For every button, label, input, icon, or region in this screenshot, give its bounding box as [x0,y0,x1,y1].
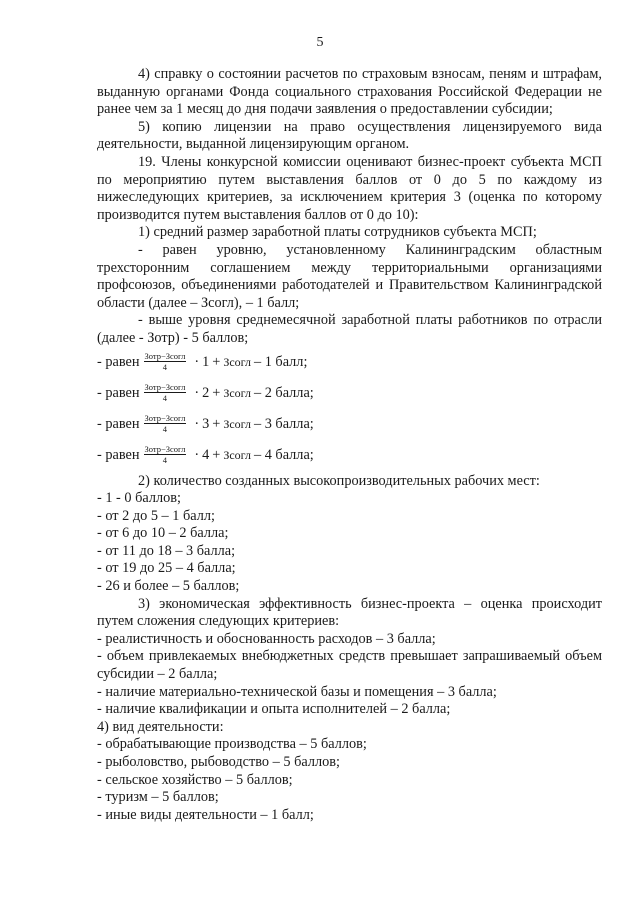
fraction-numerator: Зотр−Зсогл [144,443,186,454]
list-item: - наличие квалификации и опыта исполнителей – 2 балла; [97,701,451,718]
fraction-denominator: 4 [162,423,168,434]
page-number: 5 [316,35,324,50]
formula-z-sogl: Зсогл [223,417,251,432]
multiply-sign: · [194,416,200,433]
list-item: - от 11 до 18 – 3 балла; [97,542,236,559]
formula-coefficient: 1 [202,354,210,371]
formula-prefix: - равен [97,385,140,402]
paragraph-item-4: 4) справку о состоянии расчетов по страховым взносам, пеням и штрафам, выданную органами Фонда социального страхования Российской Федерации не ранее чем за 1 месяц до дня подачи заявления о предоставлении субсидии; [97,66,602,118]
formula-prefix: - равен [97,416,140,433]
formula-z-sogl: Зсогл [223,448,251,463]
criterion-3-title: 3) экономическая эффективность бизнес-проекта – оценка происходит путем сложения следующих критериев: [97,595,602,630]
criterion-4-title: 4) вид деятельности: [97,718,224,735]
formula-coefficient: 3 [202,416,210,433]
list-item: - наличие материально-технической базы и помещения – 3 балла; [97,683,497,700]
multiply-sign: · [194,385,200,402]
multiply-sign: · [194,354,200,371]
formula-result: – 1 балл; [253,354,308,371]
criterion-2-title: 2) количество созданных высокопроизводительных рабочих мест: [138,472,540,489]
fraction-denominator: 4 [162,454,168,465]
list-item: - обрабатывающие производства – 5 баллов; [97,736,367,753]
formula-row [97,348,602,379]
list-item: - от 19 до 25 – 4 балла; [97,560,236,577]
list-item: - иные виды деятельности – 1 балл; [97,806,314,823]
formula-z-sogl: Зсогл [223,355,251,370]
fraction-numerator: Зотр−Зсогл [144,350,186,361]
list-item: - туризм – 5 баллов; [97,789,219,806]
list-item: - 1 - 0 баллов; [97,490,182,507]
list-item: - от 2 до 5 – 1 балл; [97,507,215,524]
list-item: - от 6 до 10 – 2 балла; [97,525,229,542]
plus-sign: + [212,354,221,371]
criterion-1-title: 1) средний размер заработной платы сотрудников субъекта МСП; [138,224,537,241]
fraction-denominator: 4 [162,361,168,372]
formula-row [97,410,602,441]
formula-row [97,379,602,410]
paragraph-item-5: 5) копию лицензии на право осуществления лицензируемого вида деятельности, выданной лицензирующим органом. [97,118,602,153]
multiply-sign: · [194,447,200,464]
formula-list [97,348,602,472]
document-body [97,66,602,824]
paragraph-clause-19: 19. Члены конкурсной комиссии оценивают бизнес-проект субъекта МСП по мероприятию путем выставления баллов от 0 до 5 по каждому из нижеследующих критериев, за исключением критерия 3 (оценка по которому производится путем выставления баллов от 0 до 10): [97,153,602,223]
list-item: - объем привлекаемых внебюджетных средств превышает запрашиваемый объем субсидии – 2 балла; [97,648,602,683]
formula-prefix: - равен [97,447,140,464]
criterion-1-above-level: - выше уровня среднемесячной заработной платы работников по отрасли (далее - Зотр) - 5 баллов; [97,312,602,346]
plus-sign: + [212,416,221,433]
formula-result: – 3 балла; [253,416,314,433]
fraction-denominator: 4 [162,392,168,403]
criterion-1-equal-level: - равен уровню, установленному Калининградским областным трехсторонним соглашением между территориальными организациями профсоюзов, объединениями работодателей и Правительством Калининградской области (далее – Зсогл), – 1 балл; [97,241,602,311]
fraction-numerator: Зотр−Зсогл [144,381,186,392]
formula-result: – 2 балла; [253,385,314,402]
fraction-numerator: Зотр−Зсогл [144,412,186,423]
plus-sign: + [212,447,221,464]
formula-fraction [144,382,187,403]
list-item: - реалистичность и обоснованность расходов – 3 балла; [97,630,436,647]
formula-fraction [144,444,187,465]
plus-sign: + [212,385,221,402]
formula-result: – 4 балла; [253,447,314,464]
formula-z-sogl: Зсогл [223,386,251,401]
formula-fraction [144,351,187,372]
list-item: - 26 и более – 5 баллов; [97,578,240,595]
list-item: - рыболовство, рыбоводство – 5 баллов; [97,754,340,770]
list-item: - сельское хозяйство – 5 баллов; [97,771,293,788]
formula-coefficient: 4 [202,447,210,464]
formula-fraction [144,413,187,434]
formula-coefficient: 2 [202,385,210,402]
formula-prefix: - равен [97,354,140,371]
formula-row [97,441,602,472]
